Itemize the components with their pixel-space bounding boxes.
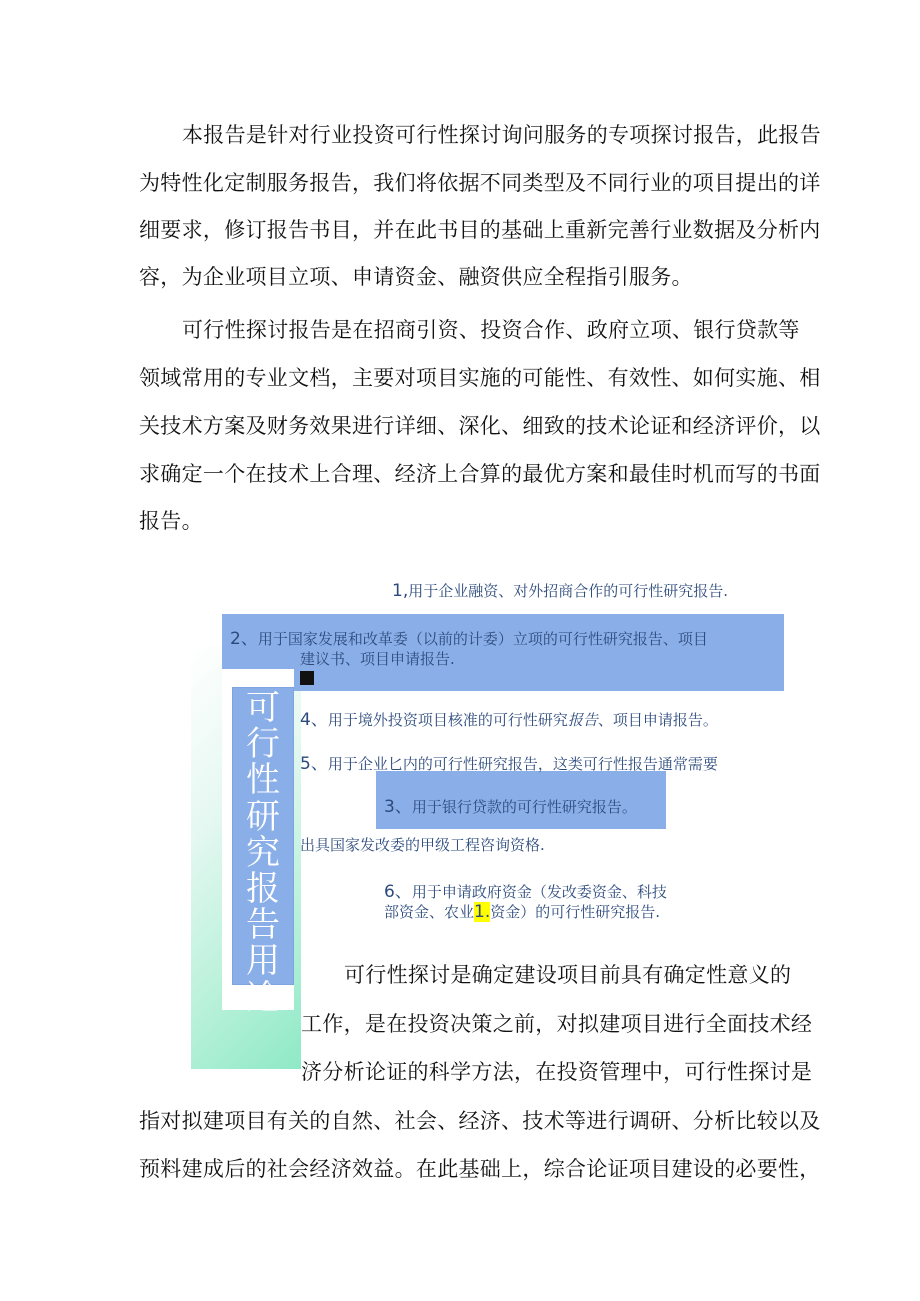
paragraph2-line1: 可行性探讨报告是在招商引资、投资合作、政府立项、银行贷款等 — [182, 318, 800, 342]
usage-item-3 — [384, 792, 637, 817]
usage-item-6-cont — [384, 901, 660, 922]
item2-number: 2、 — [230, 629, 258, 649]
square-bullet — [300, 671, 314, 685]
paragraph2-line2: 领域常用的专业文档，主要对项目实施的可能性、有效性、如何实施、相 — [139, 366, 821, 390]
usage-item-5-cont: 出具国家发改委的甲级工程咨询资格. — [300, 836, 545, 854]
paragraph3-line5: 预料建成后的社会经济效益。在此基础上，综合论证项目建设的必要性， — [139, 1157, 821, 1181]
item6-text2b: 资金）的可行性研究报告. — [490, 903, 661, 921]
item2-highlight-lower — [294, 669, 784, 691]
item4-text: 用于境外投资项目核准的可行性研究 — [327, 711, 568, 729]
item1-number: 1, — [392, 581, 409, 601]
paragraph3-line1: 可行性探讨是确定建设项目前具有确定性意义的 — [344, 963, 792, 987]
paragraph3-line2: 工作，是在投资决策之前，对拟建项目进行全面技术经 — [301, 1012, 813, 1036]
paragraph2-line5: 报告。 — [139, 509, 203, 533]
usage-item-2 — [230, 624, 708, 649]
item6-text: 用于申请政府资金（发改委资金、科技 — [411, 883, 667, 901]
item4-text-end: 、项目申请报告。 — [597, 711, 718, 729]
usage-item-6 — [384, 877, 667, 902]
usage-item-1 — [392, 580, 728, 601]
paragraph2-line4: 求确定一个在技术上合理、经济上合算的最优方案和最佳时机而写的书面 — [139, 462, 821, 486]
paragraph2-line3: 关技术方案及财务效果进行详细、深化、细致的技术论证和经济评价，以 — [139, 414, 821, 438]
item4-italic: 报告 — [567, 711, 598, 729]
item3-text: 用于银行贷款的可行性研究报告。 — [411, 798, 637, 816]
item1-text: 用于企业融资、对外招商合作的可行性研究报告. — [408, 582, 729, 600]
usage-item-4 — [300, 705, 718, 730]
item6-highlight-mark: 1. — [474, 902, 491, 922]
paragraph1-line2: 为特性化定制服务报告，我们将依据不同类型及不同行业的项目提出的详 — [139, 171, 821, 195]
item4-number: 4、 — [300, 710, 328, 730]
item6-number: 6、 — [384, 882, 412, 902]
paragraph1-line3: 细要求，修订报告书目，并在此书目的基础上重新完善行业数据及分析内 — [139, 218, 821, 242]
paragraph1-line4: 容，为企业项目立项、申请资金、融资供应全程指引服务。 — [139, 265, 693, 289]
item5-text: 用于企业匕内的可行性研究报告，这类可行性报告通常需要 — [327, 755, 718, 773]
item2-text: 用于国家发展和改革委（以前的计委）立项的可行性研究报告、项目 — [257, 630, 708, 648]
item6-text2a: 部资金、农业 — [384, 903, 475, 921]
usage-item-5 — [300, 749, 718, 774]
usage-item-2-cont: 建议书、项目申请报告. — [300, 650, 455, 668]
paragraph3-line3: 济分析论证的科学方法，在投资管理中，可行性探讨是 — [301, 1060, 813, 1084]
side-title: 可行性研究报告用途 — [246, 688, 280, 1018]
paragraph3-line4: 指对拟建项目有关的自然、社会、经济、技术等进行调研、分析比较以及 — [139, 1109, 821, 1133]
paragraph1-line1: 本报告是针对行业投资可行性探讨询问服务的专项探讨报告，此报告 — [182, 123, 821, 147]
item3-number: 3、 — [384, 797, 412, 817]
item5-number: 5、 — [300, 754, 328, 774]
